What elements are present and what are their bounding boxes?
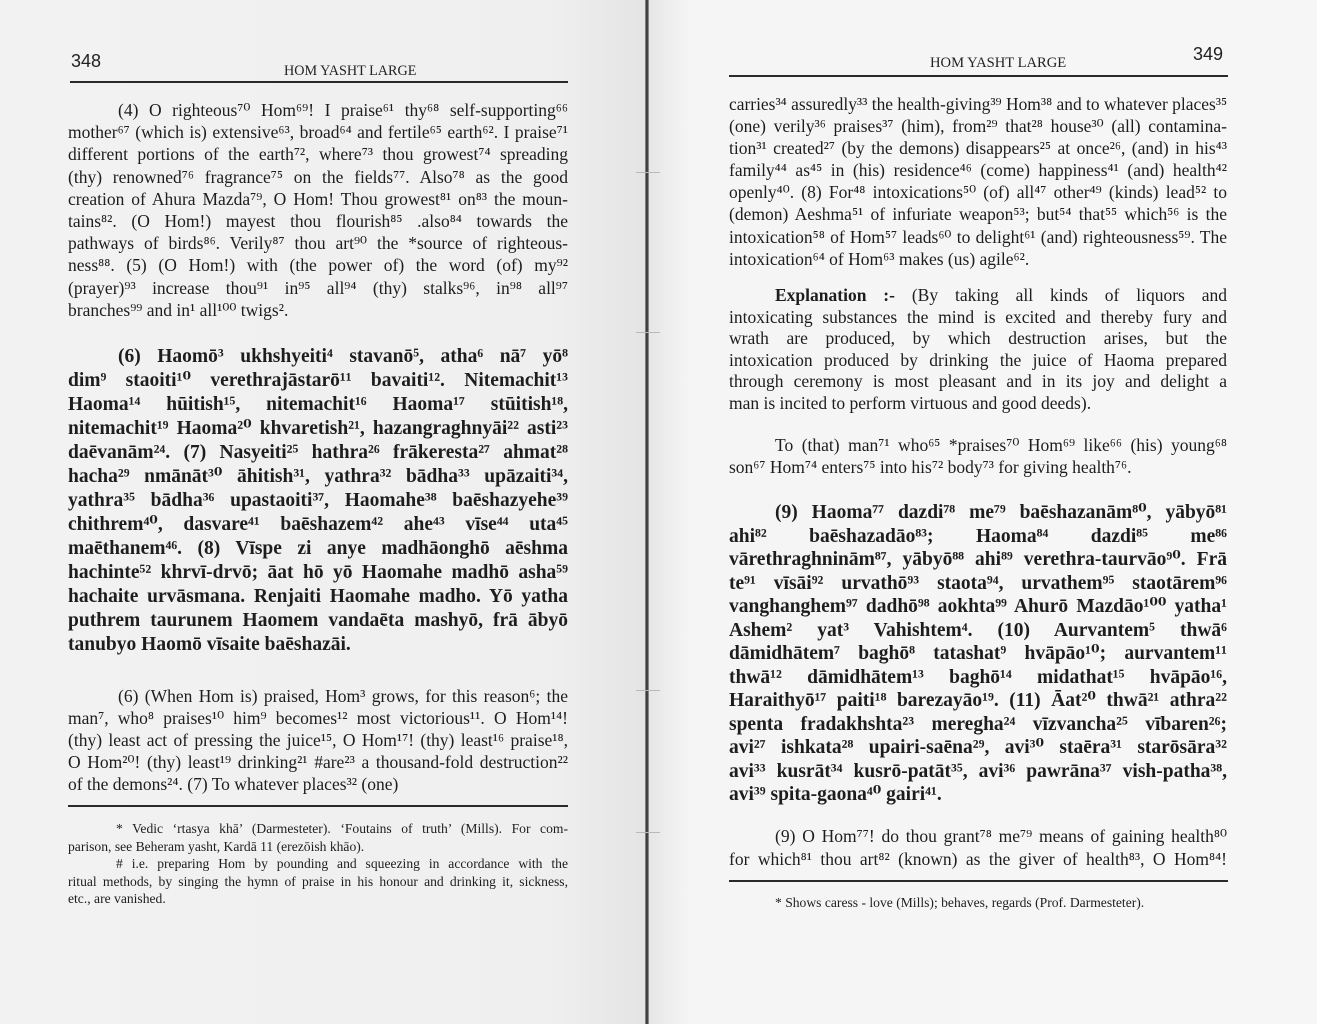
text-line: te⁹¹ vīsāi⁹² urvathō⁹³ staota⁹⁴, urvathem⁹⁵ staotārem⁹⁶ — [729, 572, 1227, 594]
footnotes — [729, 894, 1227, 912]
text-line: (6) Haomō³ ukhshyeiti⁴ stavanō⁵, atha⁶ nā⁷ yō⁸ — [118, 346, 568, 367]
paragraph-continued — [729, 93, 1227, 270]
text-line: ahi⁸² baēshazadāo⁸³; Haoma⁸⁴ dazdi⁸⁵ me⁸⁶ — [729, 525, 1227, 547]
text-line: yathra³⁵ bādha³⁶ upastaoiti³⁷, Haomahe³⁸ baēshazyehe³⁹ — [68, 490, 568, 511]
footnote-rule — [729, 880, 1228, 882]
text-line: pathways of birds⁸⁶. Verily⁸⁷ thou art⁹⁰ the *source of righteous- — [68, 233, 568, 254]
text-line: Haraithyō¹⁷ paiti¹⁸ barezayāo¹⁹. (11) Āat²⁰ thwā²¹ athra²² — [729, 690, 1227, 711]
running-head: HOM YASHT LARGE — [284, 63, 417, 79]
text-line: dāmidhātem⁷ baghō⁸ tatashat⁹ hvāpāo¹⁰; aurvantem¹¹ — [729, 643, 1227, 664]
footnote-line: etc., are vanished. — [68, 891, 166, 907]
text-line: hachinte⁵² khrvī-drvō; āat hō yō Haomahe madhō asha⁵⁹ — [68, 562, 568, 583]
gutter-crop-mark — [636, 690, 660, 691]
text-line: (thy) renowned⁷⁶ fragrance⁷⁵ on the fields⁷⁷. Also⁷⁸ as the good — [68, 166, 568, 187]
text-line: chithrem⁴⁰, dasvare⁴¹ baēshazem⁴² ahe⁴³ vīse⁴⁴ uta⁴⁵ — [68, 514, 568, 535]
text-line: through ceremony is most pleasant and in its joy and delight a — [729, 371, 1227, 392]
footnote-line: * Shows caress - love (Mills); behaves, regards (Prof. Darmesteter). — [775, 895, 1145, 910]
text-line: ness⁸⁸. (5) (O Hom!) with (the power of) the word (of) my⁹² — [68, 255, 568, 276]
page-number: 349 — [1193, 44, 1224, 64]
text-line: creation of Ahura Mazda⁷⁹, O Hom! Thou growest⁸¹ on⁸³ the moun- — [68, 188, 568, 209]
text-line: (thy) least act of pressing the juice¹⁵, O Hom¹⁷! (thy) least¹⁶ praise¹⁸, — [68, 730, 568, 750]
text-line: intoxication produced by drinking the juice of Haoma prepared — [729, 349, 1227, 370]
left-page — [0, 0, 646, 1024]
text-line: (4) O righteous⁷⁰ Hom⁶⁹! I praise⁶¹ thy⁶⁸ self-supporting⁶⁶ — [118, 100, 568, 120]
text-line: son⁶⁷ Hom⁷⁴ enters⁷⁵ into his⁷² body⁷³ for giving health⁷⁶. — [729, 457, 1132, 477]
text-line: avi²⁷ ishkata²⁸ upairi-saēna²⁹, avi³⁰ staēra³¹ starōsāra³² — [729, 737, 1227, 758]
text-line: (6) (When Hom is) praised, Hom³ grows, for this reason⁶; the — [118, 686, 568, 706]
text-line: wrath are produced, by which destruction arises, but the — [729, 328, 1227, 349]
text-line: hacha²⁹ nmānāt³⁰ āhitish³¹, yathra³² bādha³³ upāzaiti³⁴, — [68, 466, 568, 487]
text-line: (demon) Aeshma⁵¹ of infuriate weapon⁵³; but⁵⁴ that⁵⁵ which⁵⁶ is the — [729, 204, 1227, 225]
text-line: avi³⁹ spita-gaona⁴⁰ gairi⁴¹. — [729, 784, 942, 805]
text-line: intoxication⁵⁸ of Hom⁵⁷ leads⁶⁰ to delight⁶¹ (and) righteousness⁵⁹. The — [729, 226, 1227, 247]
footnote-rule — [68, 805, 568, 807]
text-line: of the demons²⁴. (7) To whatever places³² (one) — [68, 774, 399, 794]
paragraph-6-translation — [68, 685, 568, 795]
text-line: vārethraghninām⁸⁷, yābyō⁸⁸ ahi⁸⁹ verethra-taurvāo⁹⁰. Frā — [729, 549, 1227, 570]
text-line: branches⁹⁹ and in¹ all¹⁰⁰ twigs². — [68, 299, 289, 320]
text-line: puthrem taurunem Haomem vandaēta mashyō, frā ābyō — [68, 610, 568, 631]
text-line: different portions of the earth⁷², where⁷³ thou growest⁷⁴ spreading — [68, 144, 568, 165]
header-rule — [70, 81, 568, 83]
text-line: vanghanghem⁹⁷ dadhō⁹⁸ aokhta⁹⁹ Ahurō Mazdāo¹⁰⁰ yatha¹ — [729, 596, 1227, 617]
text-line: tanubyo Haomō vīsaite baēshazāi. — [68, 634, 351, 655]
running-head: HOM YASHT LARGE — [930, 55, 1067, 71]
gutter-crop-mark — [636, 832, 660, 833]
text-line: (9) O Hom⁷⁷! do thou grant⁷⁸ me⁷⁹ means of gaining health⁸⁰ — [775, 826, 1227, 846]
footnote-line: * Vedic ‘rtasya khā’ (Darmesteter). ‘Foutains of truth’ (Mills). For com- — [116, 821, 568, 836]
text-line: (one) verily³⁶ praises³⁷ (him), from²⁹ that²⁸ house³⁰ (all) contamina- — [729, 116, 1227, 137]
page-number: 348 — [71, 51, 102, 71]
footnote-line: # i.e. preparing Hom by pounding and squeezing in accordance with the — [116, 856, 568, 872]
text-line: for which⁸¹ thou art⁸² (known) as the giver of health⁸³, O Hom⁸⁴! — [729, 849, 1227, 869]
right-page — [649, 0, 1317, 1024]
text-line: tion³¹ created²⁷ (by the demons) disappears²⁵ at once²⁶, (and) in his⁴³ — [729, 138, 1227, 159]
text-line: (prayer)⁹³ increase thou⁹¹ in⁹⁵ all⁹⁴ (thy) stalks⁹⁶, in⁹⁸ all⁹⁷ — [68, 277, 568, 298]
gutter-crop-mark — [636, 172, 660, 173]
text-line: man⁷, who⁸ praises¹⁰ him⁹ becomes¹² most victorious¹¹. O Hom¹⁴! — [68, 708, 568, 728]
avesta-verse-9 — [729, 501, 1227, 807]
text-line: mother⁶⁷ (which is) extensive⁶³, broad⁶⁴ and fertile⁶⁵ earth⁶². I praise⁷¹ — [68, 122, 568, 143]
text-line: thwā¹² dāmidhātem¹³ baghō¹⁴ midathat¹⁵ hvāpāo¹⁶, — [729, 666, 1227, 688]
text-line: To (that) man⁷¹ who⁶⁵ *praises⁷⁰ Hom⁶⁹ like⁶⁶ (his) young⁶⁸ — [775, 435, 1227, 455]
paragraph-to-man — [729, 434, 1227, 478]
explanation-paragraph — [729, 285, 1227, 415]
paragraph-4-translation — [68, 99, 568, 321]
footnote-line: parison, see Beheram yasht, Kardā 11 (erezōish khāo). — [68, 838, 365, 854]
avesta-verse-6 — [68, 345, 568, 657]
text-line: (9) Haoma⁷⁷ dazdi⁷⁸ me⁷⁹ baēshazanām⁸⁰, yābyō⁸¹ — [775, 502, 1227, 523]
text-line: family⁴⁴ as⁴⁵ in (his) residence⁴⁶ (come) happiness⁴¹ (and) health⁴² — [729, 160, 1227, 181]
text-line: O Hom²⁰! (thy) least¹⁹ drinking²¹ #are²³ a thousand-fold destruction²² — [68, 752, 568, 772]
text-line: tains⁸². (O Hom!) mayest thou flourish⁸⁵ .also⁸⁴ towards the — [68, 211, 568, 232]
footnotes — [68, 820, 568, 908]
text-line: openly⁴⁰. (8) For⁴⁸ intoxications⁵⁰ (of) all⁴⁷ other⁴⁹ (kinds) lead⁵² to — [729, 182, 1227, 203]
text-line: intoxicating substances the mind is excited and thereby fury and — [729, 306, 1227, 327]
explanation-label: Explanation :- — [775, 285, 895, 305]
text-line: carries³⁴ assuredly³³ the health-giving³⁹ Hom³⁸ and to whatever places³⁵ — [729, 94, 1228, 114]
text-line — [729, 285, 1227, 307]
gutter-crop-mark — [636, 332, 660, 333]
text-line: nitemachit¹⁹ Haoma²⁰ khvaretish²¹, hazangraghnyāi²² asti²³ — [68, 418, 568, 439]
text-line: man is incited to perform virtuous and good deeds). — [729, 392, 1092, 413]
header-rule — [729, 75, 1228, 77]
book-gutter — [645, 0, 649, 1024]
text-line: Ashem² yat³ Vahishtem⁴. (10) Aurvantem⁵ thwā⁶ — [729, 619, 1227, 641]
text-line: daēvanām²⁴. (7) Nasyeiti²⁵ hathra²⁶ frākeresta²⁷ ahmat²⁸ — [68, 442, 568, 463]
footnote-line: ritual methods, by singing the hymn of praise in his honour and drinking it, sickness, — [68, 873, 568, 889]
text-line: dim⁹ staoiti¹⁰ verethrajāstarō¹¹ bavaiti¹². Nitemachit¹³ — [68, 370, 568, 391]
text-line: spenta fradakhshta²³ meregha²⁴ vīzvancha²⁵ vībaren²⁶; — [729, 713, 1227, 735]
text-line: Haoma¹⁴ hūitish¹⁵, nitemachit¹⁶ Haoma¹⁷ stūitish¹⁸, — [68, 394, 568, 415]
paragraph-9-translation — [729, 825, 1227, 871]
text-line: intoxication⁶⁴ of Hom⁶³ makes (us) agile⁶². — [729, 248, 1030, 269]
text-line: maēthanem⁴⁶. (8) Vīspe zi anye madhāonghō aēshma — [68, 538, 568, 559]
text-span: (By taking all kinds of liquors and — [911, 285, 1228, 305]
text-line: hachaite urvāsmana. Renjaiti Haomahe madho. Yō yatha — [68, 586, 568, 607]
text-line: avi³³ kusrāt³⁴ kusrō-patāt³⁵, avi³⁶ pawrāna³⁷ vish-patha³⁸, — [729, 760, 1227, 782]
